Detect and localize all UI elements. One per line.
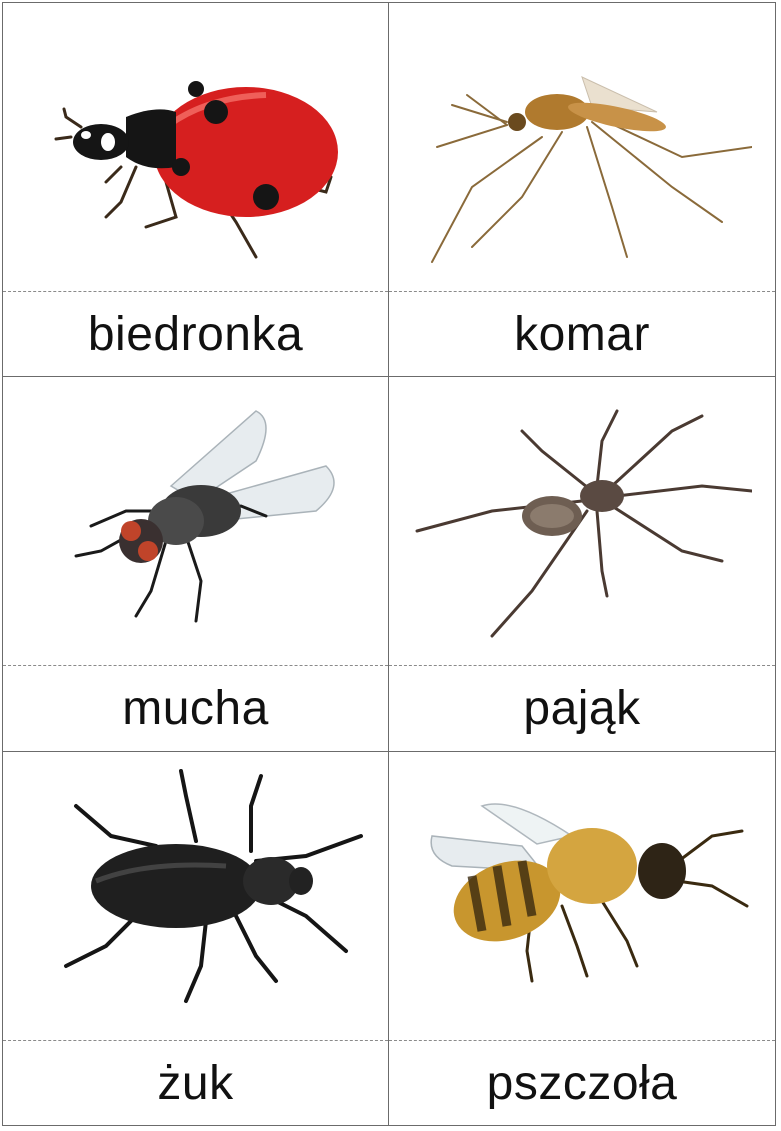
card-zuk (3, 752, 389, 1125)
card-label: pszczoła (486, 1056, 678, 1110)
card-biedronka (3, 3, 389, 377)
card-image (3, 752, 388, 1040)
card-label: biedronka (87, 307, 304, 361)
flashcard-sheet (2, 2, 776, 1126)
mosquito-icon (412, 17, 752, 277)
card-image (389, 752, 775, 1040)
card-label: komar (514, 307, 650, 361)
card-image (389, 377, 775, 665)
fly-icon (26, 391, 366, 651)
beetle-icon (26, 766, 366, 1026)
card-komar (389, 3, 775, 377)
spider-icon (412, 391, 752, 651)
card-label: mucha (122, 682, 269, 735)
card-image (3, 377, 388, 665)
card-mucha (3, 377, 389, 752)
card-label: pająk (523, 682, 641, 735)
card-image (3, 3, 388, 291)
card-label: żuk (157, 1056, 234, 1110)
bee-icon (412, 766, 752, 1026)
card-pszczola (389, 752, 775, 1125)
card-pajak (389, 377, 775, 752)
card-image (389, 3, 775, 291)
ladybug-icon (26, 17, 366, 277)
